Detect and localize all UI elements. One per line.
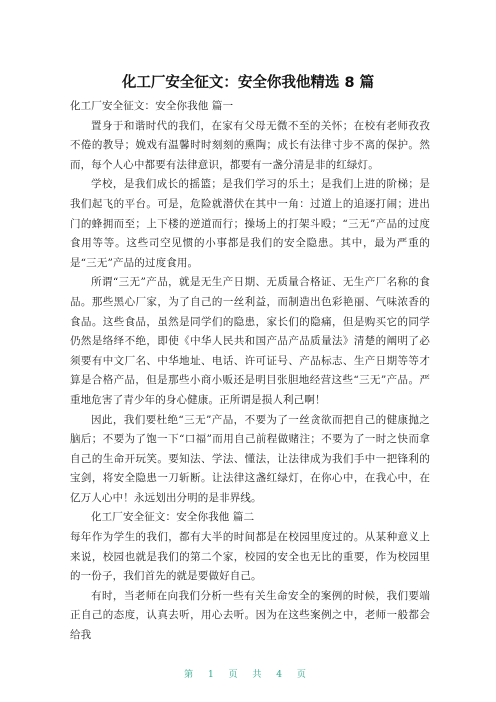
document-title: 化工厂安全征文：安全你我他精选 8 篇 — [121, 75, 375, 91]
section-heading-2: 化工厂安全征文：安全你我他 篇二 — [91, 511, 255, 524]
paragraph: 有时，当老师在向我们分析一些有关生命安全的案例的时候，我们要端正自己的态度，认真去听，用心去听。因为在这些案例之中，老师一般都会给我 — [70, 589, 430, 642]
page-footer: 第 1 页 共 4 页 — [184, 670, 312, 680]
paragraph: 所谓“三无”产品，就是无生产日期、无质量合格证、无生产厂名称的食品。那些黑心厂家，为了自己的一丝利益，而制造出色彩艳丽、气味浓香的食品。这些食品，虽然是同学们的隐患，家长们的隐痛，但是购买它的同学仍然是络绎不绝，即使《中华人民共和国产品产品质量法》清楚的阐明了必须要有中文厂名、中华地址、电话、许可证号、产品标志、生产日期等等才算是合格产品，但是那些小商小贩还是明目张胆地经营这些“三无”产品。严重地危害了青少年的身心健康。正所谓是损人利己啊！ — [70, 276, 430, 406]
paragraph: 置身于和谐时代的我们，在家有父母无微不至的关怀；在校有老师孜孜不倦的教导；娩戏有温馨时时刻刻的熏陶；成长有法律寸步不离的保护。然而，每个人心中都要有法律意识，都要有一盏分清是非的红绿灯。 — [70, 119, 430, 171]
document-body — [70, 97, 430, 646]
section-heading-1: 化工厂安全征文：安全你我他 篇一 — [70, 100, 234, 112]
paragraph: 每年作为学生的我们，都有大半的时间都是在校园里度过的。从某种意义上来说，校园也就是我们的第二个家，校园的安全也无比的重要，作为校园里的一份子，我们首先的就是要做好自己。 — [70, 531, 430, 583]
paragraph: 学校，是我们成长的摇篮；是我们学习的乐土；是我们上进的阶梯；是我们起飞的平台。可是，危险就潜伏在其中一角：过道上的追逐打闹；进出门的蜂拥而至；上下楼的逆道而行；操场上的打架斗殴；“三无”产品的过度食用等等。这些司空见惯的小事都是我们的安全隐患。其中，最为严重的是“三无”产品的过度食用。 — [70, 178, 430, 269]
paragraph: 因此，我们要杜绝“三无”产品，不要为了一丝贪欲而把自己的健康抛之脑后；不要为了饱一下“口福”而用自己前程做赌注；不要为了一时之快而拿自己的生命开玩笑。要知法、学法、懂法，让法律成为我们手中一把锋利的宝剑，将安全隐患一刀斩断。让法律这盏红绿灯，在你心中，在我心中，在亿万人心中！永远划出分明的是非界线。 — [70, 413, 430, 504]
